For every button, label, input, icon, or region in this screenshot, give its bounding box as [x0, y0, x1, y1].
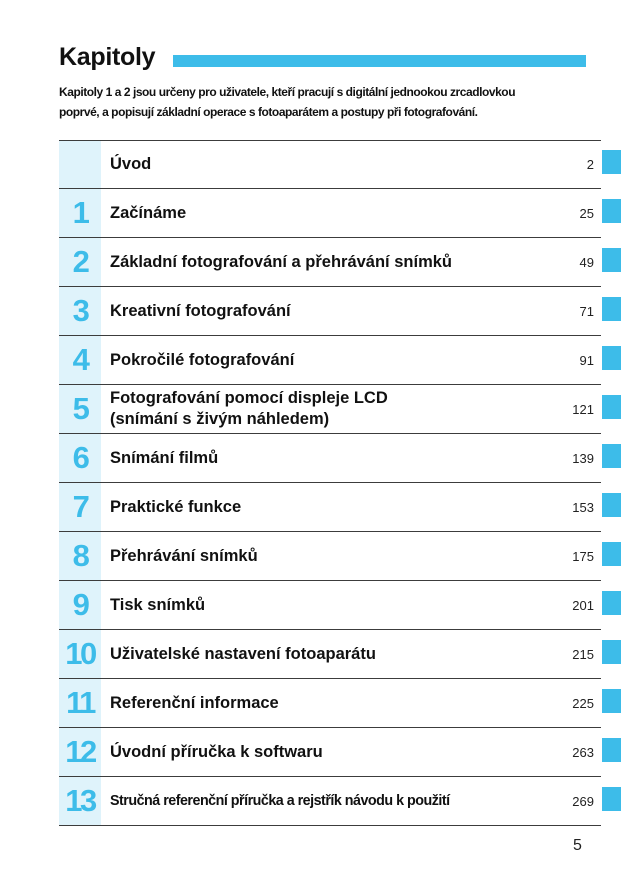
chapter-page: 25 — [579, 205, 594, 221]
toc-row-3[interactable] — [59, 287, 601, 336]
chapter-title[interactable]: Kreativní fotografování — [110, 301, 291, 320]
chapter-number: 7 — [72, 489, 88, 524]
chapter-number: 11 — [66, 685, 94, 720]
toc-row-5[interactable] — [59, 385, 601, 434]
chapter-number: 10 — [65, 636, 95, 671]
chapter-number-cell — [59, 434, 101, 482]
chapter-tab-marker — [602, 248, 621, 272]
chapter-number-cell — [59, 679, 101, 727]
chapter-title[interactable]: Referenční informace — [110, 693, 279, 712]
chapter-number-cell — [59, 532, 101, 580]
chapter-number — [59, 141, 101, 188]
title-accent-bar — [173, 55, 586, 67]
toc-row-8[interactable] — [59, 532, 601, 581]
chapter-title[interactable]: Tisk snímků — [110, 595, 206, 614]
chapter-number-cell — [59, 581, 101, 629]
chapter-title[interactable]: Úvodní příručka k softwaru — [110, 742, 323, 761]
chapter-tab-marker — [602, 444, 621, 468]
toc-row-2[interactable] — [59, 238, 601, 287]
chapter-page: 225 — [572, 695, 594, 711]
chapter-title[interactable]: Úvod — [110, 155, 152, 173]
chapter-title[interactable]: Základní fotografování a přehrávání snímků — [110, 252, 452, 271]
chapter-number-cell — [59, 287, 101, 335]
chapter-number: 4 — [72, 342, 88, 377]
page-title: Kapitoly — [59, 43, 156, 71]
chapter-number-cell — [59, 483, 101, 531]
intro-text — [59, 82, 604, 122]
chapter-number: 9 — [72, 587, 88, 622]
chapter-tab-marker — [602, 297, 621, 321]
chapter-number: 1 — [72, 195, 88, 230]
chapter-number-cell — [59, 777, 101, 825]
chapter-tab-marker — [602, 150, 621, 174]
chapter-title[interactable]: Přehrávání snímků — [110, 546, 258, 565]
chapter-title[interactable]: Začínáme — [110, 203, 187, 222]
chapter-title[interactable]: Praktické funkce — [110, 497, 242, 516]
chapter-number-cell — [59, 630, 101, 678]
chapter-page: 215 — [572, 646, 594, 662]
chapter-number-cell — [59, 238, 101, 286]
toc-row-6[interactable] — [59, 434, 601, 483]
intro-line-1: Kapitoly 1 a 2 jsou určeny pro uživatele, kteří pracují s digitální jednookou zrcadlovkou — [59, 85, 516, 99]
page-number: 5 — [573, 837, 582, 854]
toc-row-4[interactable] — [59, 336, 601, 385]
chapter-number-cell — [59, 141, 101, 188]
chapter-number-cell — [59, 189, 101, 237]
chapter-title[interactable]: Pokročilé fotografování — [110, 350, 295, 369]
chapter-number: 13 — [65, 783, 95, 818]
chapter-page: 263 — [572, 744, 594, 760]
chapter-tab-marker — [602, 787, 621, 811]
chapter-tab-marker — [602, 640, 621, 664]
toc-row-intro[interactable] — [59, 140, 601, 189]
chapter-number: 5 — [72, 391, 88, 426]
chapter-tab-marker — [602, 738, 621, 762]
intro-line-2: poprvé, a popisují základní operace s fotoaparátem a postupy při fotografování. — [59, 105, 478, 119]
chapter-page: 139 — [572, 450, 594, 466]
chapter-tab-marker — [602, 395, 621, 419]
chapter-tab-marker — [602, 199, 621, 223]
chapter-tab-marker — [602, 591, 621, 615]
toc-row-12[interactable] — [59, 728, 601, 777]
chapter-page: 49 — [579, 254, 594, 270]
chapter-title[interactable]: Stručná referenční příručka a rejstřík návodu k použití — [110, 792, 450, 809]
chapter-tab-marker — [602, 542, 621, 566]
toc-row-1[interactable] — [59, 189, 601, 238]
chapter-page: 2 — [586, 157, 594, 172]
chapter-title[interactable]: Fotografování pomocí displeje LCD (snímání s živým náhledem) — [110, 389, 388, 428]
chapter-title[interactable]: Uživatelské nastavení fotoaparátu — [110, 644, 376, 663]
chapter-number: 12 — [65, 734, 95, 769]
chapter-number: 3 — [72, 293, 88, 328]
chapter-page: 153 — [572, 499, 594, 515]
toc-row-10[interactable] — [59, 630, 601, 679]
chapter-number: 2 — [72, 244, 88, 279]
chapter-tab-marker — [602, 346, 621, 370]
chapter-page: 91 — [579, 352, 594, 368]
chapter-page: 121 — [572, 401, 594, 417]
chapter-number: 8 — [72, 538, 88, 573]
chapter-number-cell — [59, 385, 101, 433]
chapter-page: 175 — [572, 548, 594, 564]
chapter-tab-marker — [602, 689, 621, 713]
toc-row-9[interactable] — [59, 581, 601, 630]
chapter-page: 201 — [572, 597, 594, 613]
chapter-number-cell — [59, 336, 101, 384]
chapter-number-cell — [59, 728, 101, 776]
toc-row-7[interactable] — [59, 483, 601, 532]
chapter-page: 269 — [572, 793, 594, 809]
chapter-tab-marker — [602, 493, 621, 517]
table-of-contents — [59, 140, 601, 826]
toc-row-13[interactable] — [59, 777, 601, 826]
chapter-number: 6 — [72, 440, 88, 475]
chapter-page: 71 — [579, 303, 594, 319]
toc-row-11[interactable] — [59, 679, 601, 728]
chapter-title[interactable]: Snímání filmů — [110, 448, 219, 467]
